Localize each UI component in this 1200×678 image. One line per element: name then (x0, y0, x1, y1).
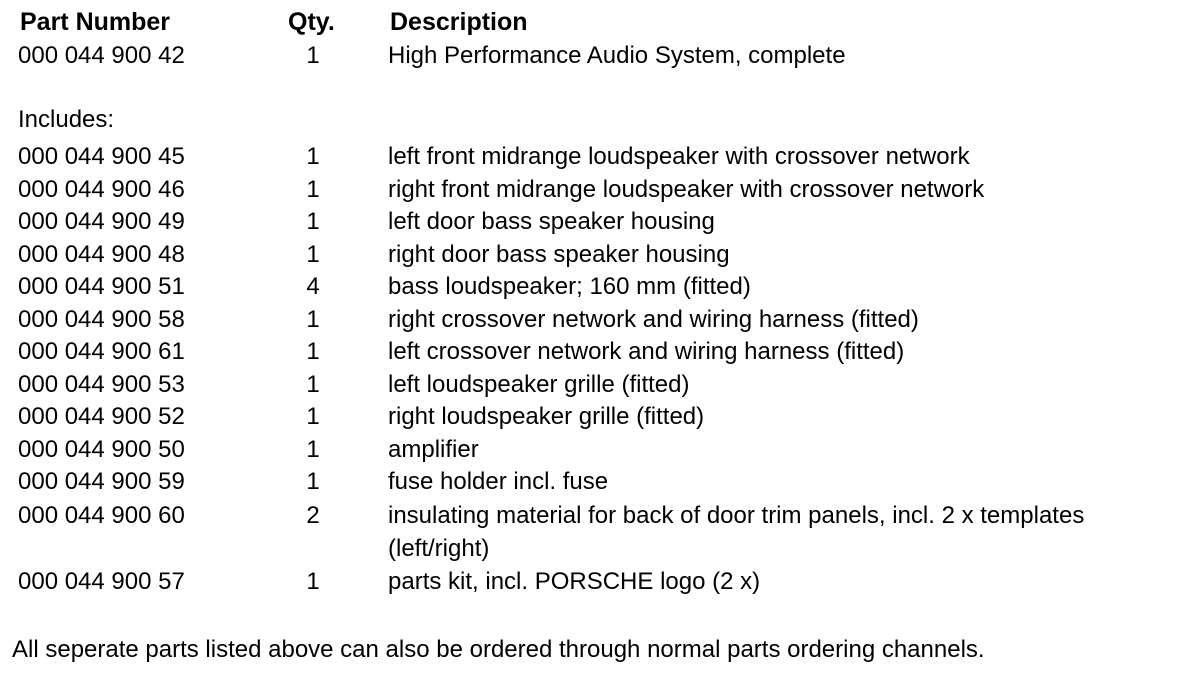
footer-note: All seperate parts listed above can also be ordered through normal parts ordering channels. (12, 636, 985, 663)
quantity: 1 (306, 208, 320, 235)
part-number: 000 044 900 51 (18, 273, 185, 300)
quantity: 1 (306, 305, 320, 333)
part-number: 000 044 900 48 (18, 240, 185, 268)
description: bass loudspeaker; 160 mm (fitted) (388, 273, 751, 300)
quantity: 1 (306, 338, 320, 365)
description: amplifier (388, 435, 479, 463)
quantity: 4 (306, 273, 320, 300)
header-description: Description (390, 8, 528, 36)
quantity: 1 (306, 568, 320, 595)
description: insulating material for back of door trim panels, incl. 2 x templates (left/right) (388, 502, 1085, 562)
table-header (0, 4, 1200, 40)
header-part-number: Part Number (20, 8, 171, 36)
quantity: 1 (306, 468, 320, 495)
quantity: 2 (306, 502, 320, 529)
quantity: 1 (306, 143, 320, 170)
description: left front midrange loudspeaker with crossover network (388, 143, 970, 170)
header-qty: Qty. (288, 8, 335, 36)
part-number: 000 044 900 52 (18, 403, 185, 430)
description: left loudspeaker grille (fitted) (388, 370, 690, 398)
quantity: 1 (306, 403, 320, 430)
part-number: 000 044 900 49 (18, 208, 185, 235)
quantity: 1 (306, 435, 320, 463)
part-number: 000 044 900 58 (18, 305, 185, 333)
part-number: 000 044 900 57 (18, 568, 185, 595)
quantity: 1 (306, 42, 320, 69)
description: fuse holder incl. fuse (388, 468, 609, 495)
part-number: 000 044 900 50 (18, 435, 185, 463)
description: right door bass speaker housing (388, 240, 730, 268)
part-number: 000 044 900 59 (18, 468, 185, 495)
part-number: 000 044 900 46 (18, 175, 185, 203)
part-number: 000 044 900 42 (18, 42, 185, 69)
description: left crossover network and wiring harness (fitted) (388, 338, 905, 365)
part-number: 000 044 900 53 (18, 370, 185, 398)
description: right front midrange loudspeaker with crossover network (388, 175, 985, 203)
includes-label: Includes: (18, 106, 115, 133)
part-number: 000 044 900 45 (18, 143, 185, 170)
quantity: 1 (306, 240, 320, 268)
description: parts kit, incl. PORSCHE logo (2 x) (388, 568, 761, 595)
description: left door bass speaker housing (388, 208, 715, 235)
quantity: 1 (306, 175, 320, 203)
description: right loudspeaker grille (fitted) (388, 403, 705, 430)
description: High Performance Audio System, complete (388, 42, 846, 69)
part-number: 000 044 900 60 (18, 502, 185, 529)
quantity: 1 (306, 370, 320, 398)
description: right crossover network and wiring harness (fitted) (388, 305, 919, 333)
part-number: 000 044 900 61 (18, 338, 185, 365)
